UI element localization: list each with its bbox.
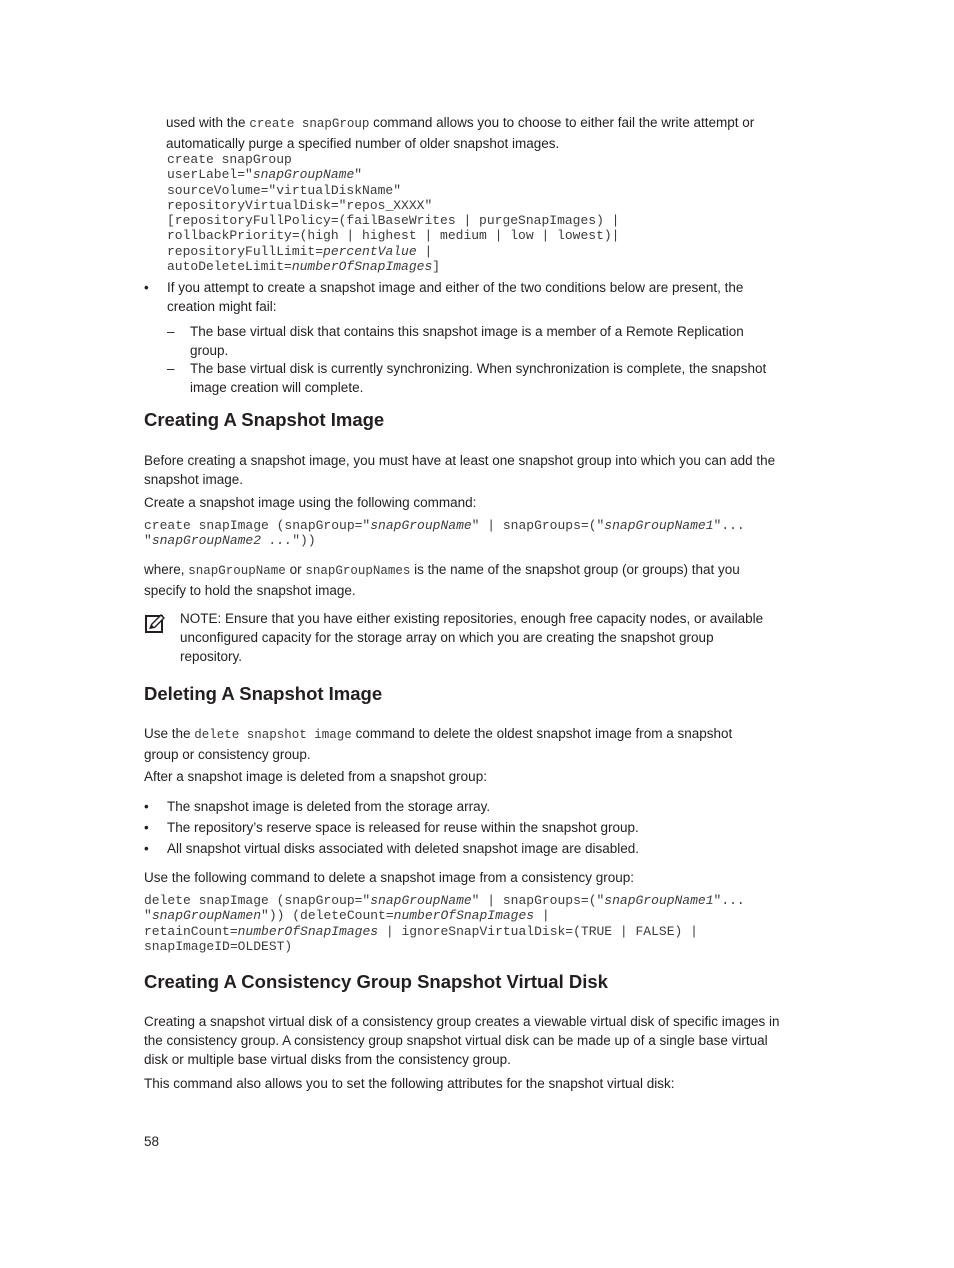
paragraph: This command also allows you to set the following attributes for the snapshot virtual disk: [144,1076,675,1091]
text: The repository’s reserve space is released for reuse within the snapshot group. [167,820,639,835]
list-item [144,839,864,858]
text: automatically purge a specified number of older snapshot images. [166,136,560,151]
text: or [285,562,306,577]
code-text: " [144,533,152,549]
code-line: sourceVolume="virtualDiskName" [167,182,402,198]
text: The snapshot image is deleted from the storage array. [167,799,491,814]
sub-item-synchronizing [167,359,847,397]
code-line: snapImageID=OLDEST) [144,938,293,954]
code-text: autoDeleteLimit= [167,259,292,275]
code-param: numberOfSnapImages [393,908,535,924]
text: image creation will complete. [190,380,364,395]
code-param: numberOfSnapImages [291,259,433,275]
note-pencil-icon [144,612,166,634]
text: repository. [180,649,243,664]
text: The base virtual disk is currently synchronizing. When synchronization is complete, the snapshot [190,361,767,376]
bullet-item-failure-conditions [144,278,844,316]
code-param: percentValue [323,243,417,259]
code-text: delete snapImage (snapGroup=" [144,893,371,908]
note-pencil-icon-svg [144,612,166,634]
bullet-marker: • [144,799,149,814]
code-text: userLabel=" [167,167,253,183]
code-text: "... [713,893,745,908]
heading-deleting-snapshot-image: Deleting A Snapshot Image [144,683,383,704]
paragraph: Create a snapshot image using the following command: [144,495,477,510]
text: group or consistency group. [144,747,311,762]
bullet-marker: • [144,841,149,856]
code-text: repositoryFullLimit= [167,243,324,259]
text: If you attempt to create a snapshot image and either of the two conditions below are present, the [167,280,744,295]
paragraph-where [144,560,864,600]
inline-code: snapGroupName [188,564,286,578]
code-param: snapGroupName [252,167,355,183]
code-param: snapGroupName2 ... [151,533,293,549]
code-line: rollbackPriority=(high | highest | medium | low | lowest)| [167,228,620,244]
code-text: create snapImage (snapGroup=" [144,518,371,533]
code-text: | [534,908,550,924]
text: used with the [166,115,250,130]
text: disk or multiple base virtual disks from the consistency group. [144,1052,511,1067]
code-param: snapGroupName1 [604,518,714,533]
paragraph [144,1012,864,1069]
note-label: NOTE: [180,611,222,626]
code-block-create-snapimage [144,518,745,549]
code-param: snapGroupName [370,893,472,908]
delete-effects-list [144,797,864,860]
text: the consistency group. A consistency group snapshot virtual disk can be made up of a single base virtual [144,1033,768,1048]
inline-code: snapGroupNames [305,564,411,578]
code-param: snapGroupNamen [151,908,262,924]
code-line: repositoryVirtualDisk="repos_XXXX" [167,197,433,213]
dash-marker: – [167,324,175,339]
inline-code: delete snapshot image [194,728,352,742]
code-text: "... [713,518,745,533]
code-text: " [354,167,363,183]
paragraph [144,451,864,489]
bullet-marker: • [144,280,149,295]
paragraph: Use the following command to delete a snapshot image from a consistency group: [144,870,635,885]
text: creation might fail: [167,299,277,314]
list-item [144,818,864,837]
code-text: | ignoreSnapVirtualDisk=(TRUE | FALSE) | [378,923,698,939]
code-line: create snapGroup [167,152,292,167]
bullet-marker: • [144,820,149,835]
sub-item-remote-replication [167,322,847,360]
heading-creating-consistency-group-snapshot-virtual-disk: Creating A Consistency Group Snapshot Virtual Disk [144,971,608,992]
page-number: 58 [144,1134,160,1149]
code-param: snapGroupName1 [604,893,714,908]
text: command allows you to choose to either fail the write attempt or [369,115,755,130]
text: command to delete the oldest snapshot image from a snapshot [351,726,733,741]
code-text: " | snapGroups=(" [471,893,605,908]
text: The base virtual disk that contains this snapshot image is a member of a Remote Replication [190,324,744,339]
text: Creating a snapshot virtual disk of a consistency group creates a viewable virtual disk of specific images in [144,1014,780,1029]
code-block-delete-snapimage [144,893,745,954]
code-text: ")) (deleteCount= [261,908,394,924]
text: is the name of the snapshot group (or groups) that you [410,562,740,577]
code-text: ")) [292,533,316,549]
text: group. [190,343,229,358]
heading-creating-snapshot-image: Creating A Snapshot Image [144,409,385,430]
code-param: snapGroupName [370,518,472,533]
text: Before creating a snapshot image, you must have at least one snapshot group into which you can add the [144,453,776,468]
text: Ensure that you have either existing repositories, enough free capacity nodes, or available [221,611,764,626]
intro-paragraph [166,113,866,153]
text: where, [144,562,189,577]
dash-marker: – [167,361,175,376]
code-block-create-snapgroup [167,152,619,274]
code-text: retainCount= [144,923,238,939]
inline-code: create snapGroup [249,117,370,131]
code-text: ] [432,259,441,275]
text: specify to hold the snapshot image. [144,583,356,598]
code-text: " [144,908,152,924]
text: All snapshot virtual disks associated with deleted snapshot image are disabled. [167,841,640,856]
paragraph: After a snapshot image is deleted from a snapshot group: [144,769,487,784]
code-text: | [416,243,433,259]
code-param: numberOfSnapImages [237,923,379,939]
list-item [144,797,864,816]
code-text: " | snapGroups=(" [471,518,605,533]
text: unconfigured capacity for the storage array on which you are creating the snapshot group [180,630,714,645]
code-line: [repositoryFullPolicy=(failBaseWrites | purgeSnapImages) | [167,213,620,229]
text: Use the [144,726,195,741]
note-text [180,609,840,666]
paragraph [144,724,864,764]
text: snapshot image. [144,472,244,487]
